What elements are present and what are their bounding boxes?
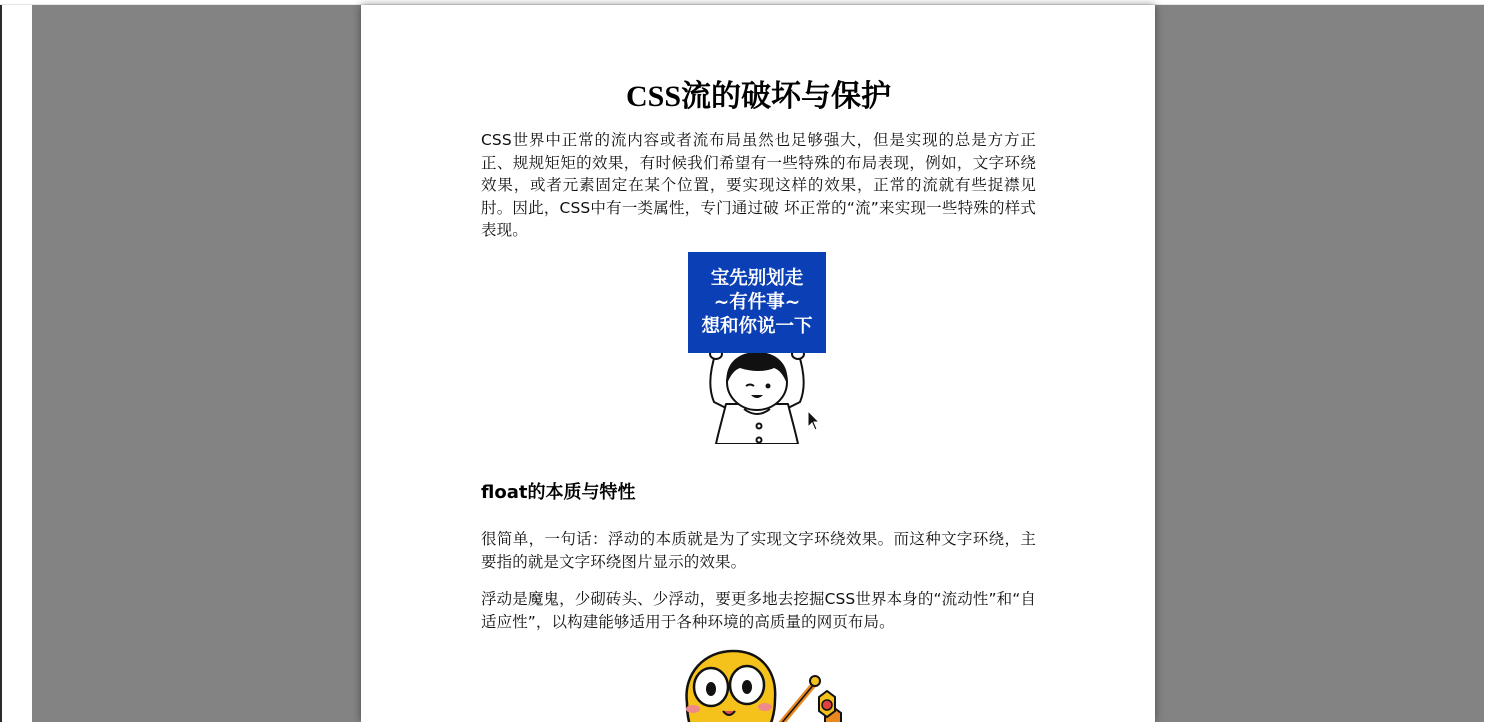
mascot-drawing [675,643,845,722]
sign-line-2: ~有件事~ [713,291,801,313]
sign-line-3: 想和你说一下 [701,315,813,337]
mascot-illustration [675,643,845,722]
blue-sign-board [688,252,826,353]
left-window-strip [0,0,32,722]
document-page [361,5,1155,722]
section-heading-float: float的本质与特性 [481,482,636,503]
sign-line-1: 宝先别划走 [710,267,804,289]
page-title: CSS流的破坏与保护 [625,80,892,113]
float-paragraph-2: 浮动是魔鬼，少砌砖头、少浮动，要更多地去挖掘CSS世界本身的“流动性”和“自适应性”，以构建能够适用于各种环境的高质量的网页布局。 [481,590,1036,631]
float-paragraph-1: 很简单，一句话：浮动的本质就是为了实现文字环绕效果。而这种文字环绕，主要指的就是文字环绕图片显示的效果。 [481,530,1036,571]
right-window-strip [1484,0,1498,722]
intro-paragraph: CSS世界中正常的流内容或者流布局虽然也足够强大，但是实现的总是方方正正、规规矩矩的效果，有时候我们希望有一些特殊的布局表现，例如，文字环绕效果，或者元素固定在某个位置，要实现这样的效果，正常的流就有些捉襟见肘。因此，CSS中有一类属性，专门通过破 坏正常的“流”来实现一些特殊的样式表现。 [481,131,1036,240]
window-left-border [0,0,2,722]
mouse-cursor-icon [807,410,821,432]
